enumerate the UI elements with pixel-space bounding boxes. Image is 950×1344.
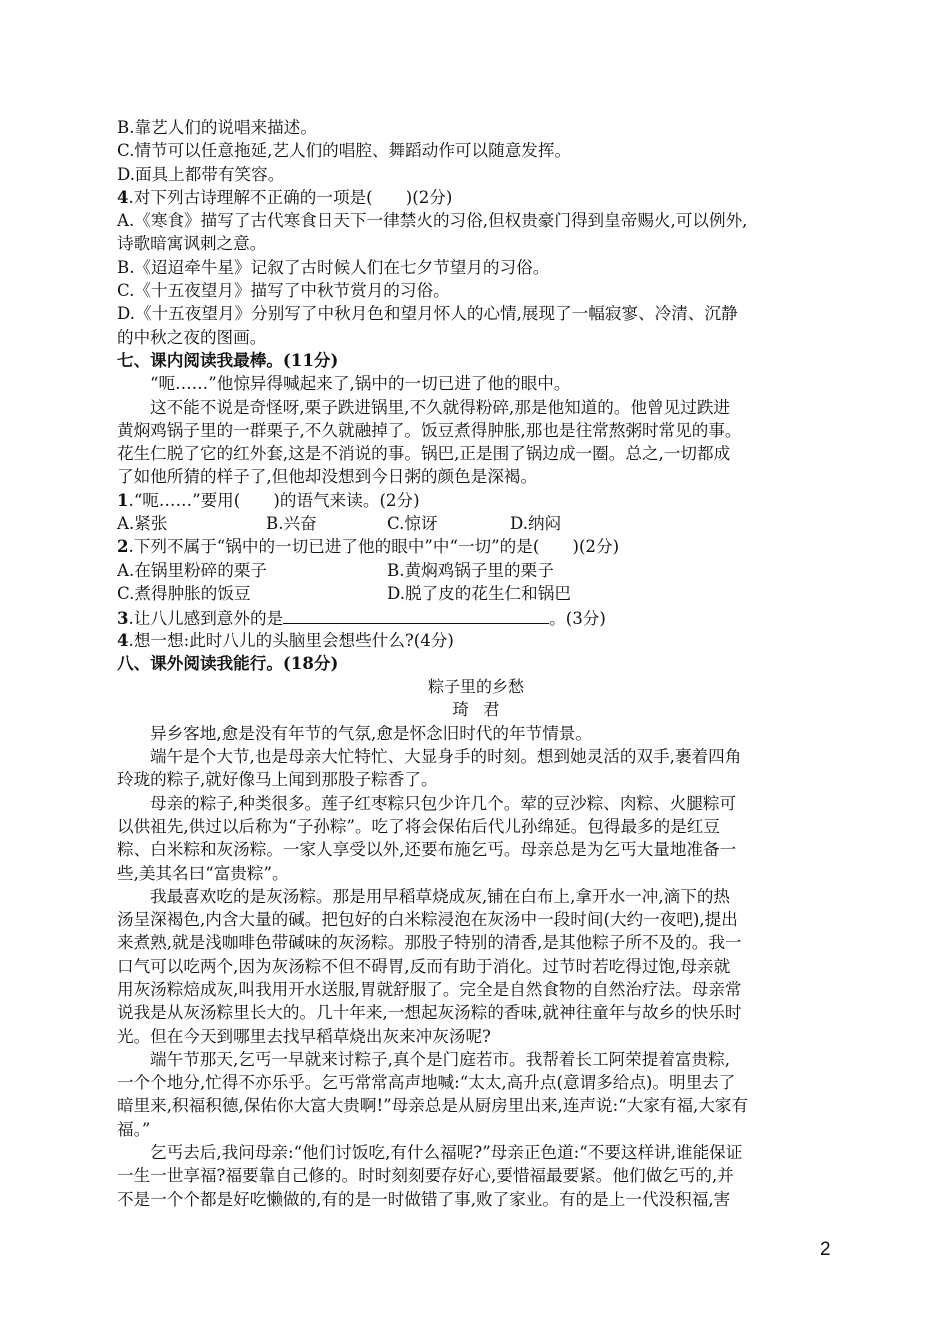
option-b: B.兴奋 xyxy=(266,514,317,534)
page-number: 2 xyxy=(820,1239,831,1260)
option-d: D.面具上都带有笑容。 xyxy=(117,164,285,184)
poem-option-d-cont: 的中秋之夜的图画。 xyxy=(117,327,267,347)
article-line: 说我是从灰汤粽里长大的。几十年来,一想起灰汤粽的香味,就神往童年与故乡的快乐时 xyxy=(117,1003,742,1023)
article-author: 琦君 xyxy=(452,700,514,720)
question-stem: .对下列古诗理解不正确的一项是( )(2分) xyxy=(128,187,453,207)
article-line: 异乡客地,愈是没有年节的气氛,愈是怀念旧时代的年节情景。 xyxy=(150,723,592,743)
question-2-options-row-2 xyxy=(117,582,835,605)
article-line: 光。但在今天到哪里去找早稻草烧出灰来冲灰汤呢? xyxy=(117,1026,491,1046)
article-line: 用灰汤粽焙成灰,叫我用开水送服,胃就舒服了。完全是自然食物的自然治疗法。母亲常 xyxy=(117,979,742,999)
question-4-poem xyxy=(117,186,835,209)
question-number: 2 xyxy=(117,536,129,557)
poem-option-a: A.《寒食》描写了古代寒食日天下一律禁火的习俗,但权贵豪门得到皇帝赐火,可以例外, xyxy=(117,211,748,231)
article-line: 汤呈深褐色,内含大量的碱。把包好的白米粽浸泡在灰汤中一段时间(大约一夜吧),提出 xyxy=(117,910,738,930)
article-line: 不是一个个都是好吃懒做的,有的是一时做错了事,败了家业。有的是上一代没积福,害 xyxy=(117,1189,731,1209)
option-a: A.紧张 xyxy=(117,514,168,534)
article-line: 福。” xyxy=(117,1119,151,1139)
article-line: 端午是个大节,也是母亲大忙特忙、大显身手的时刻。想到她灵活的双手,裹着四角 xyxy=(150,747,742,767)
article-line: 口气可以吃两个,因为灰汤粽不但不碍胃,反而有助于消化。过节时若吃得过饱,母亲就 xyxy=(117,956,731,976)
article-line: 玲珑的粽子,就好像马上闻到那股子粽香了。 xyxy=(117,770,438,790)
question-2-options-row-1 xyxy=(117,559,835,582)
question-stem: .“呃……”要用( )的语气来读。(2分) xyxy=(128,490,420,510)
section-8-heading: 八、课外阅读我能行。(18分) xyxy=(117,652,339,673)
question-number: 1 xyxy=(117,489,129,510)
option-b: B.靠艺人们的说唱来描述。 xyxy=(117,118,317,137)
option-d: D.纳闷 xyxy=(510,514,562,534)
question-stem: .下列不属于“锅中的一切已进了他的眼中”中“一切”的是( )(2分) xyxy=(128,537,620,557)
article-line: 些,美其名曰“富贵粽”。 xyxy=(117,863,289,883)
poem-option-c: C.《十五夜望月》描写了中秋节赏月的习俗。 xyxy=(117,281,450,301)
passage-line: 花生仁脱了它的红外套,这是不消说的事。锅巴,正是围了锅边成一圈。总之,一切都成 xyxy=(117,444,731,464)
article-line: 来煮熟,就是浅咖啡色带碱味的灰汤粽。那股子特别的清香,是其他粽子所不及的。我一 xyxy=(117,933,742,953)
question-number: 4 xyxy=(117,186,129,207)
article-line: 暗里来,积福积德,保佑你大富大贵啊!”母亲总是从厨房里出来,连声说:“大家有福,大家有 xyxy=(117,1096,749,1116)
article-line: 端午节那天,乞丐一早就来讨粽子,真个是门庭若市。我帮着长工阿荣提着富贵粽, xyxy=(150,1049,731,1069)
article-line: 我最喜欢吃的是灰汤粽。那是用早稻草烧成灰,铺在白布上,拿开水一冲,滴下的热 xyxy=(150,886,731,906)
article-line: 乞丐去后,我问母亲:“他们讨饭吃,有什么福呢?”母亲正色道:“不要这样讲,谁能保证 xyxy=(150,1143,743,1163)
option-d: D.脱了皮的花生仁和锅巴 xyxy=(387,583,571,603)
question-2 xyxy=(117,535,835,558)
article-body xyxy=(117,722,835,1211)
poem-option-d: D.《十五夜望月》分别写了中秋月色和望月怀人的心情,展现了一幅寂寥、冷清、沉静 xyxy=(117,304,738,324)
answer-blank[interactable] xyxy=(283,605,549,624)
article-line: 一个个地分,忙得不亦乐乎。乞丐常常高声地喊:“太太,高升点(意谓多给点)。明里去了 xyxy=(117,1073,736,1093)
page-content xyxy=(117,116,835,1211)
section-7-heading: 七、课内阅读我最棒。(11分) xyxy=(117,349,339,370)
passage-line: 了如他所猜的样子了,但他却没想到今日粥的颜色是深褐。 xyxy=(117,467,538,487)
option-b: B.黄焖鸡锅子里的栗子 xyxy=(387,560,554,580)
article-line: 母亲的粽子,种类很多。莲子红枣粽只包少许几个。荤的豆沙粽、肉粽、火腿粽可 xyxy=(150,793,737,813)
option-c: C.惊讶 xyxy=(387,514,438,534)
question-number: 3 xyxy=(117,608,129,629)
article-line: 一生一世享福?福要靠自己修的。时时刻刻要存好心,要惜福最要紧。他们做乞丐的,并 xyxy=(117,1166,734,1186)
option-a: A.在锅里粉碎的栗子 xyxy=(117,560,268,580)
question-1-options xyxy=(117,512,835,535)
article-line: 以供祖先,供过以后称为“子孙粽”。吃了将会保佑后代儿孙绵延。包得最多的是红豆 xyxy=(117,816,721,836)
option-c: C.煮得肿胀的饭豆 xyxy=(117,583,251,603)
question-stem: .让八儿感到意外的是 xyxy=(128,609,284,629)
passage-line: “呃……”他惊异得喊起来了,锅中的一切已进了他的眼中。 xyxy=(150,374,571,394)
poem-option-a-cont: 诗歌暗寓讽刺之意。 xyxy=(117,234,267,254)
option-c: C.情节可以任意拖延,艺人们的唱腔、舞蹈动作可以随意发挥。 xyxy=(117,141,572,161)
question-tail: 。(3分) xyxy=(549,609,606,629)
question-4 xyxy=(117,629,835,652)
passage-line: 黄焖鸡锅子里的一群栗子,不久就融掉了。饭豆煮得肿胀,那也是往常熬粥时常见的事。 xyxy=(117,420,742,440)
passage-line: 这不能不说是奇怪呀,栗子跌进锅里,不久就得粉碎,那是他知道的。他曾见过跌进 xyxy=(150,397,731,417)
question-stem: .想一想:此时八儿的头脑里会想些什么?(4分) xyxy=(128,630,454,650)
article-title: 粽子里的乡愁 xyxy=(427,677,524,697)
article-line: 粽、白米粽和灰汤粽。一家人享受以外,还要布施乞丐。母亲总是为乞丐大量地准备一 xyxy=(117,840,737,860)
question-3 xyxy=(117,605,835,628)
question-number: 4 xyxy=(117,629,129,650)
poem-option-b: B.《迢迢牵牛星》记叙了古时候人们在七夕节望月的习俗。 xyxy=(117,257,550,277)
question-1 xyxy=(117,489,835,512)
